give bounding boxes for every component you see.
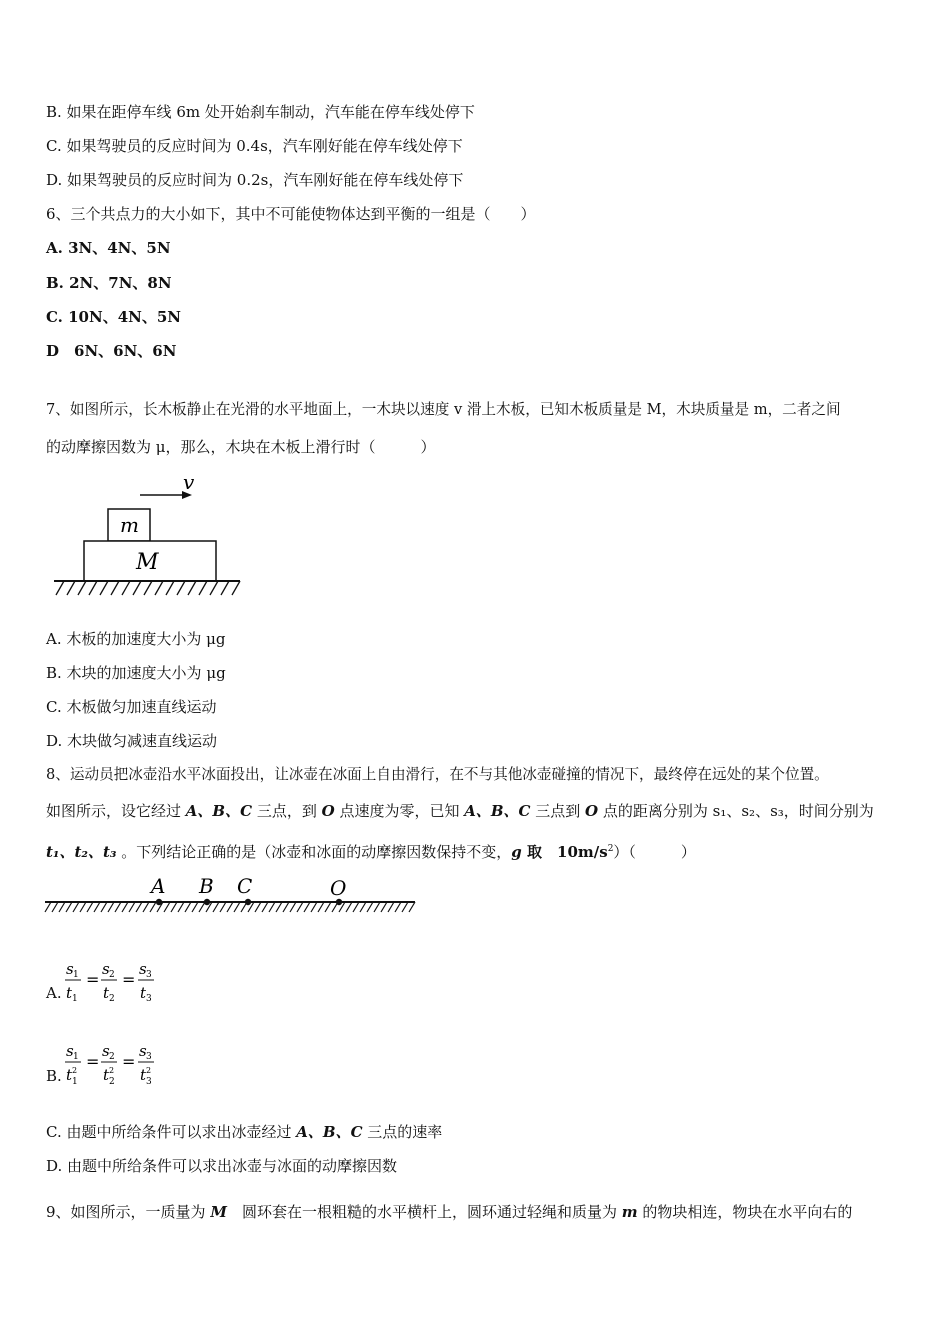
svg-text:=: = bbox=[122, 1052, 136, 1071]
block-m-label: m bbox=[120, 513, 139, 537]
q8-option-b-prefix: B. bbox=[46, 1067, 62, 1085]
q7-figure bbox=[50, 470, 250, 600]
svg-text:s: s bbox=[139, 1042, 147, 1060]
svg-text:s: s bbox=[139, 960, 147, 978]
q8-option-a-formula bbox=[62, 958, 172, 1008]
q8-option-a-prefix: A. bbox=[46, 984, 62, 1002]
q8-figure bbox=[45, 872, 425, 922]
svg-text:1: 1 bbox=[72, 994, 78, 1004]
point-c bbox=[245, 899, 251, 905]
q6-option-c: C. 10N、4N、5N bbox=[46, 308, 182, 326]
svg-text:t: t bbox=[103, 1066, 110, 1084]
label-b: B bbox=[199, 874, 214, 898]
q8-stem-line2: 如图所示，设它经过 A、B、C 三点，到 O 点速度为零，已知 A、B、C 三点到 O 点的距离分别为 s₁、s₂、s₃，时间分别为 bbox=[46, 802, 874, 820]
velocity-label: v bbox=[183, 470, 195, 494]
svg-text:t: t bbox=[66, 984, 73, 1002]
label-c: C bbox=[237, 874, 253, 898]
svg-text:=: = bbox=[86, 1052, 100, 1071]
svg-text:2: 2 bbox=[109, 970, 115, 980]
point-b bbox=[204, 899, 210, 905]
svg-text:s: s bbox=[66, 1042, 74, 1060]
q6-option-a: A. 3N、4N、5N bbox=[46, 239, 171, 257]
q6-option-d: D 6N、6N、6N bbox=[46, 342, 177, 360]
point-a bbox=[156, 899, 162, 905]
svg-text:3: 3 bbox=[146, 1052, 152, 1062]
q8-stem-line1: 8、运动员把冰壶沿水平冰面投出，让冰壶在冰面上自由滑行，在不与其他冰壶碰撞的情况下，最终停在远处的某个位置。 bbox=[46, 766, 829, 783]
svg-text:s: s bbox=[102, 960, 110, 978]
svg-text:2: 2 bbox=[146, 1066, 152, 1075]
board-M-label: M bbox=[136, 550, 159, 575]
q9-stem: 9、如图所示，一质量为 M 圆环套在一根粗糙的水平横杆上，圆环通过轻绳和质量为 m 的物块相连，物块在水平向右的 bbox=[46, 1203, 853, 1221]
svg-text:1: 1 bbox=[72, 1077, 78, 1087]
q7-stem-line2: 的动摩擦因数为 μ，那么，木块在木板上滑行时（ ） bbox=[46, 438, 436, 456]
svg-text:3: 3 bbox=[146, 994, 152, 1004]
svg-text:2: 2 bbox=[72, 1066, 78, 1075]
q8-option-c: C. 由题中所给条件可以求出冰壶经过 A、B、C 三点的速率 bbox=[46, 1123, 443, 1141]
svg-text:3: 3 bbox=[146, 970, 152, 980]
svg-text:2: 2 bbox=[109, 1077, 115, 1087]
svg-text:s: s bbox=[102, 1042, 110, 1060]
label-a: A bbox=[151, 874, 166, 898]
svg-text:t: t bbox=[140, 984, 147, 1002]
svg-text:1: 1 bbox=[73, 970, 79, 980]
q7-stem-line1: 7、如图所示，长木板静止在光滑的水平地面上，一木块以速度 v 滑上木板，已知木板质量是 M，木块质量是 m，二者之间 bbox=[46, 401, 841, 418]
q5-option-d: D. 如果驾驶员的反应时间为 0.2s，汽车刚好能在停车线处停下 bbox=[46, 171, 464, 189]
q7-option-b: B. 木块的加速度大小为 μg bbox=[46, 664, 226, 682]
svg-text:s: s bbox=[66, 960, 74, 978]
q6-option-b: B. 2N、7N、8N bbox=[46, 274, 172, 292]
q8-option-d: D. 由题中所给条件可以求出冰壶与冰面的动摩擦因数 bbox=[46, 1157, 398, 1175]
q7-option-a: A. 木板的加速度大小为 μg bbox=[46, 630, 226, 648]
q6-stem: 6、三个共点力的大小如下，其中不可能使物体达到平衡的一组是（ ） bbox=[46, 205, 536, 223]
q8-option-b-formula bbox=[62, 1040, 172, 1092]
svg-text:=: = bbox=[86, 970, 100, 989]
q5-option-b: B. 如果在距停车线 6m 处开始刹车制动，汽车能在停车线处停下 bbox=[46, 103, 475, 121]
q8-stem-line3: t₁、t₂、t₃ 。下列结论正确的是（冰壶和冰面的动摩擦因数保持不变，g 取 $10m/s^2$）（ ） bbox=[46, 843, 696, 861]
svg-text:t: t bbox=[103, 984, 110, 1002]
svg-text:2: 2 bbox=[109, 1066, 115, 1075]
svg-text:2: 2 bbox=[109, 1052, 115, 1062]
q7-option-d: D. 木块做匀减速直线运动 bbox=[46, 732, 218, 750]
q7-option-c: C. 木板做匀加速直线运动 bbox=[46, 698, 217, 716]
svg-text:t: t bbox=[140, 1066, 147, 1084]
svg-text:3: 3 bbox=[146, 1077, 152, 1087]
svg-text:=: = bbox=[122, 970, 136, 989]
label-o: O bbox=[330, 876, 347, 900]
svg-text:2: 2 bbox=[109, 994, 115, 1004]
q5-option-c: C. 如果驾驶员的反应时间为 0.4s，汽车刚好能在停车线处停下 bbox=[46, 137, 463, 155]
svg-text:t: t bbox=[66, 1066, 73, 1084]
svg-text:1: 1 bbox=[73, 1052, 79, 1062]
